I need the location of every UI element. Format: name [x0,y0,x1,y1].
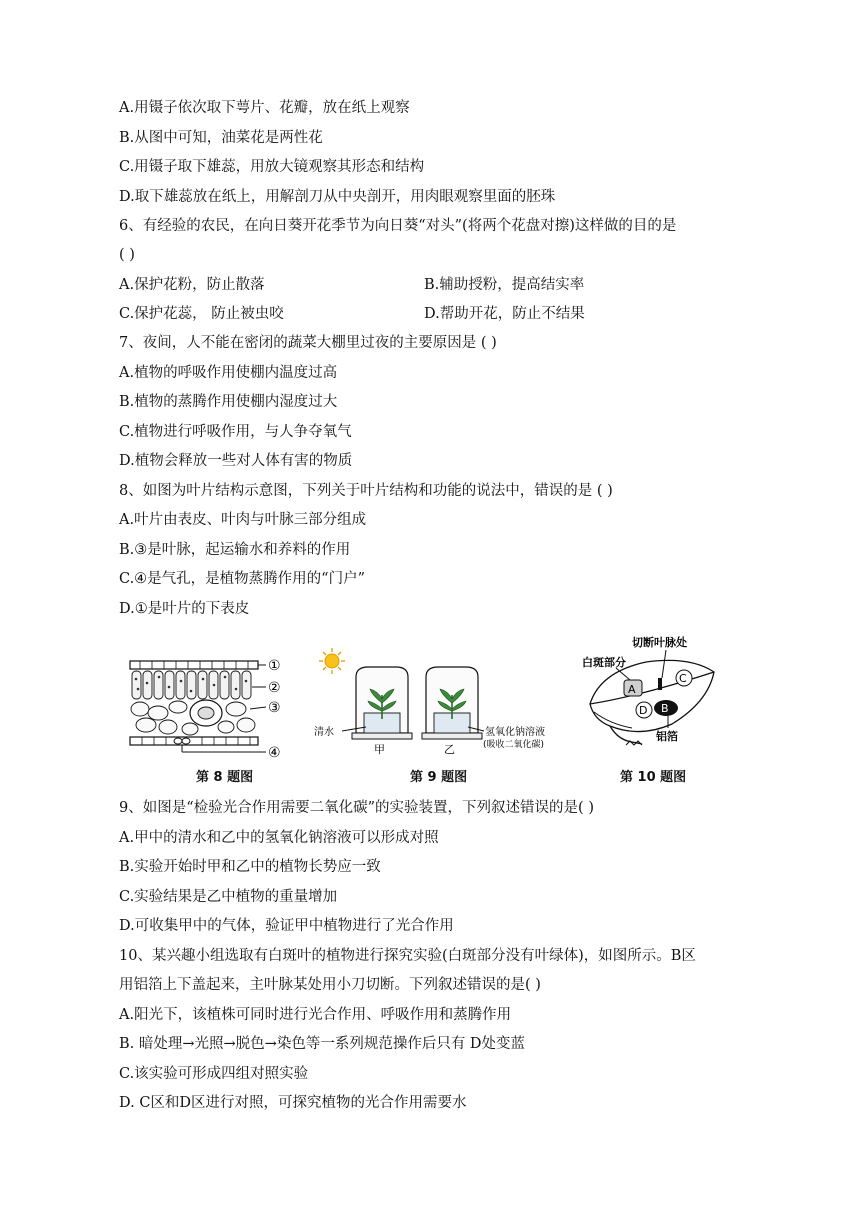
q9-option-a: A.甲中的清水和乙中的氢氧化钠溶液可以形成对照 [119,830,439,846]
q7-option-c: C.植物进行呼吸作用，与人争夺氧气 [119,424,352,440]
figure-9-jar-a-label: 甲 [374,743,385,756]
q8-stem: 8、如图为叶片结构示意图，下列关于叶片结构和功能的说法中，错误的是 ( ) [119,483,613,499]
figure-10-region-b: B [661,702,669,715]
figure-8-caption: 第 8 题图 [196,770,254,785]
figure-10-foil-label: 铝箔 [656,730,678,743]
q9-option-b: B.实验开始时甲和乙中的植物长势应一致 [119,859,381,875]
figure-9-water-label: 清水 [314,727,334,738]
q6-option-a: A.保护花粉，防止散落 [119,277,265,293]
q5-option-b: B.从图中可知，油菜花是两性花 [119,130,323,146]
figure-9-caption: 第 9 题图 [410,770,468,785]
q6-option-b: B.辅助授粉，提高结实率 [424,277,585,293]
q9-option-d: D.可收集甲中的气体，验证甲中植物进行了光合作用 [119,918,454,934]
q10-option-b: B. 暗处理→光照→脱色→染色等一系列规范操作后只有 D处变蓝 [119,1036,526,1052]
figure-10-region-d: D [639,704,648,717]
figure-10-region-a: A [628,683,636,696]
figure-10-region-c: C [679,672,687,685]
q9-option-c: C.实验结果是乙中植物的重量增加 [119,889,338,905]
figure-8-label-2: ② [268,680,281,696]
q6-stem-line1: 6、有经验的农民，在向日葵开花季节为向日葵“对头”(将两个花盘对擦)这样做的目的是 [119,218,677,234]
figure-10-white-label: 白斑部分 [582,656,626,669]
q8-option-d: D.①是叶片的下表皮 [119,601,250,617]
q6-option-d: D.帮助开花，防止不结果 [424,306,585,322]
figure-9-jars [312,647,562,759]
figure-9-co2-label: (吸收二氧化碳) [483,740,545,750]
figure-8-label-4: ④ [268,745,281,761]
figure-8-label-3: ③ [268,700,281,716]
q10-option-d: D. C区和D区进行对照，可探究植物的光合作用需要水 [119,1095,467,1111]
figure-9-jar-b-label: 乙 [444,743,455,756]
q10-option-a: A.阳光下，该植株可同时进行光合作用、呼吸作用和蒸腾作用 [119,1007,512,1023]
q5-option-d: D.取下雄蕊放在纸上，用解剖刀从中央剖开，用肉眼观察里面的胚珠 [119,189,556,205]
figure-8-leaf-section [126,655,296,763]
q5-option-a: A.用镊子依次取下萼片、花瓣，放在纸上观察 [119,100,410,116]
q7-option-d: D.植物会释放一些对人体有害的物质 [119,453,353,469]
figure-8-label-1: ① [268,658,281,674]
q5-option-c: C.用镊子取下雄蕊，用放大镜观察其形态和结构 [119,159,425,175]
q8-option-b: B.③是叶脉，起运输水和养料的作用 [119,542,351,558]
q9-stem: 9、如图是“检验光合作用需要二氧化碳”的实验装置，下列叙述错误的是( ) [119,800,594,816]
q7-stem: 7、夜间，人不能在密闭的蔬菜大棚里过夜的主要原因是 ( ) [119,335,497,351]
q7-option-b: B.植物的蒸腾作用使棚内湿度过大 [119,394,338,410]
figure-9-naoh-label: 氢氧化钠溶液 [485,727,545,738]
q8-option-a: A.叶片由表皮、叶肉与叶脉三部分组成 [119,512,367,528]
q8-option-c: C.④是气孔，是植物蒸腾作用的“门户” [119,571,366,587]
q7-option-a: A.植物的呼吸作用使棚内温度过高 [119,365,338,381]
q6-option-c: C.保护花蕊， 防止被虫咬 [119,306,284,322]
q10-stem-line1: 10、某兴趣小组选取有白斑叶的植物进行探究实验(白斑部分没有叶绿体)，如图所示。B区 [119,948,696,964]
q10-option-c: C.该实验可形成四组对照实验 [119,1066,309,1082]
figure-10-caption: 第 10 题图 [620,770,687,785]
q10-stem-line2: 用铝箔上下盖起来，主叶脉某处用小刀切断。下列叙述错误的是( ) [119,977,541,993]
q6-stem-line2: ( ) [119,247,135,263]
figure-10-cut-label: 切断叶脉处 [632,636,687,649]
figure-10-leaf [580,632,730,760]
